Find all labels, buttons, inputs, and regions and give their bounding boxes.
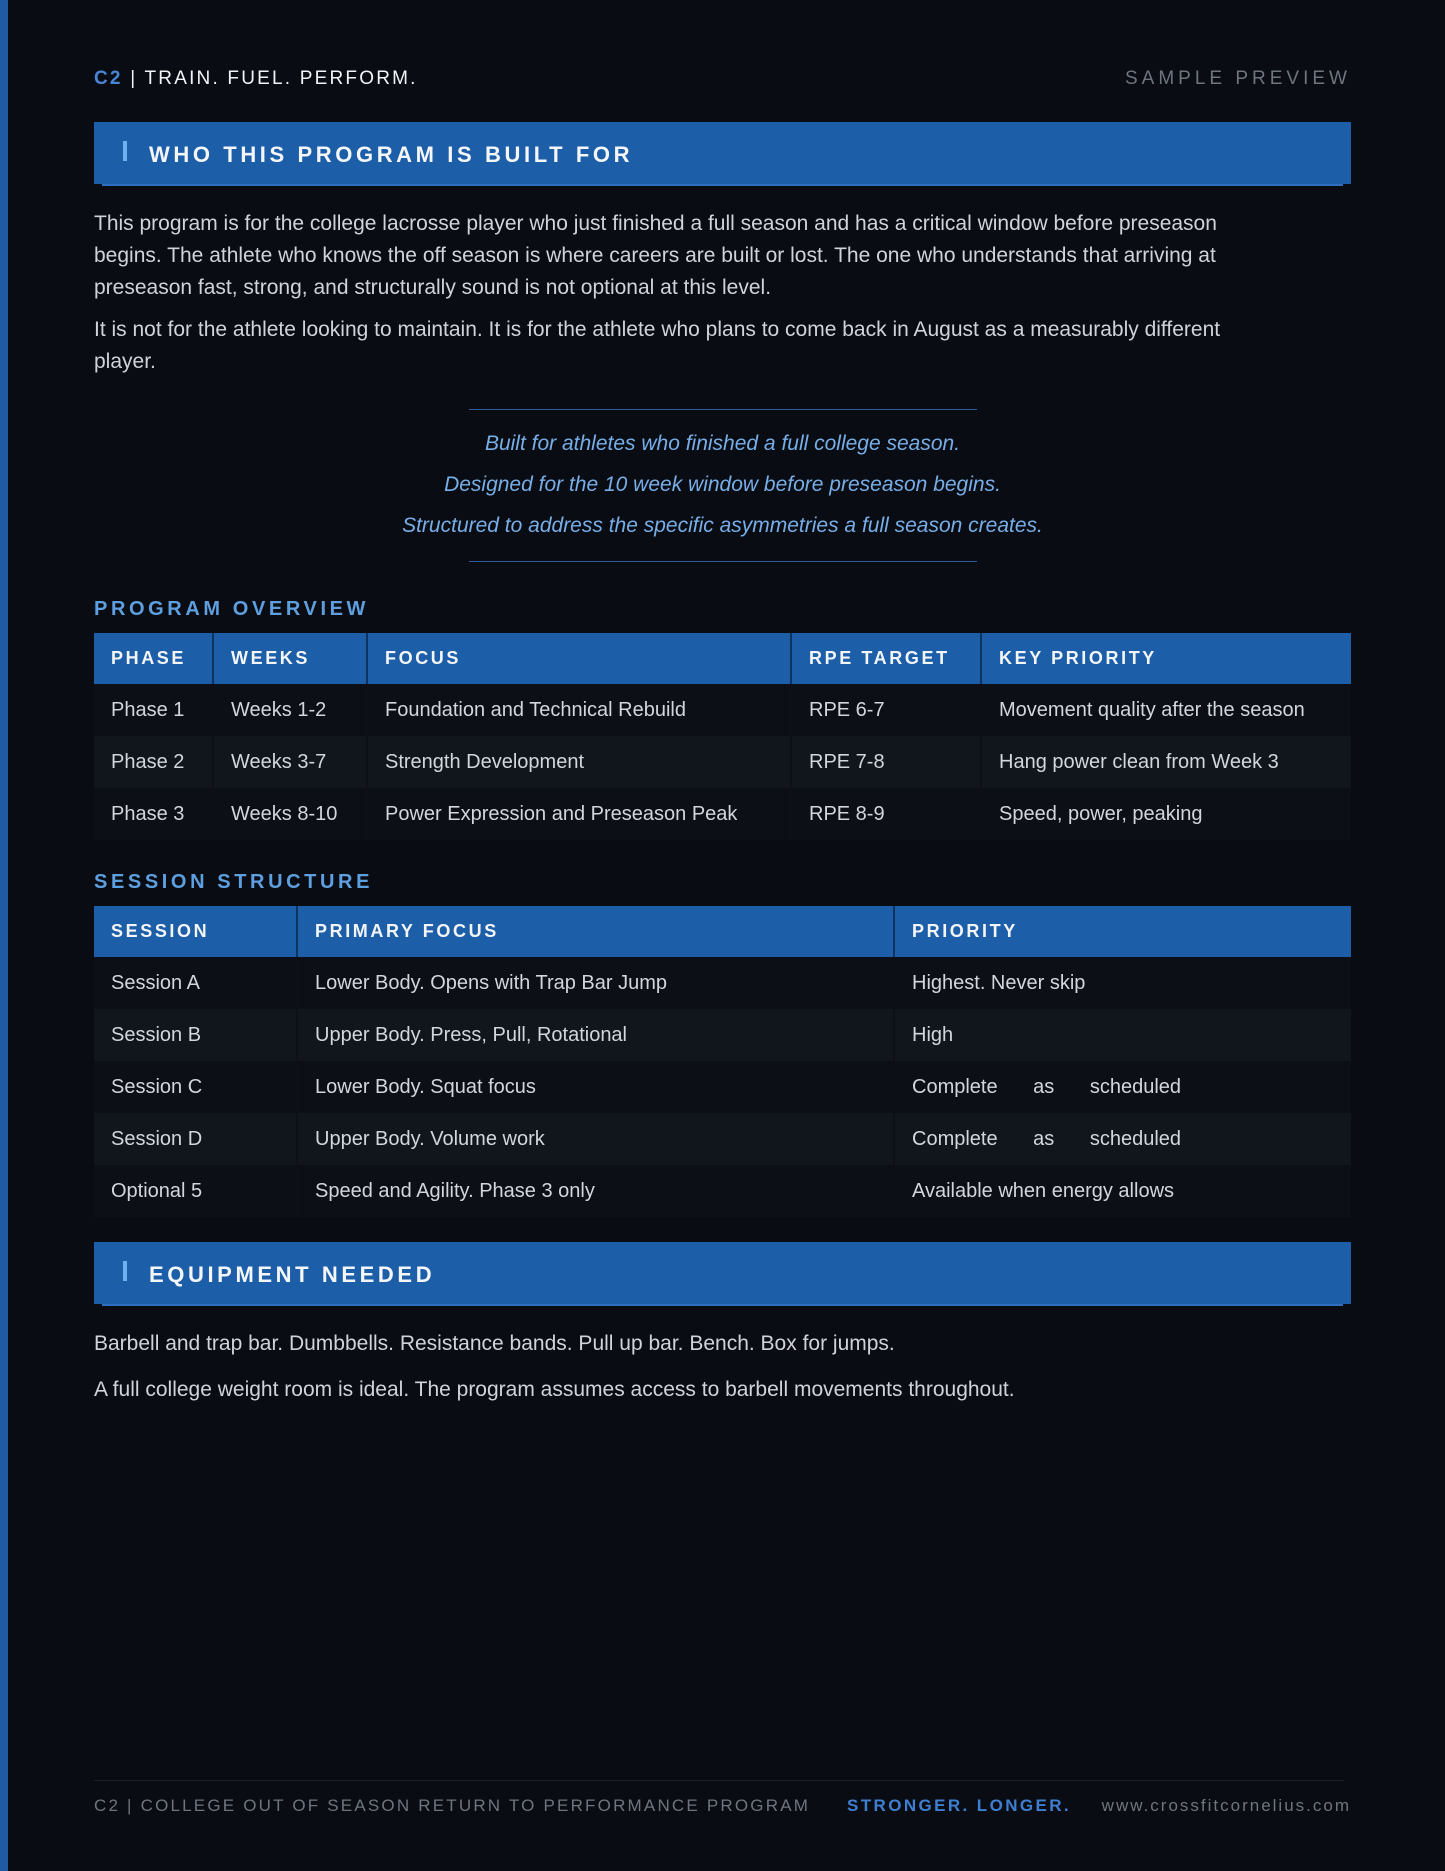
table-cell: RPE 6-7: [791, 684, 981, 736]
table-cell: Optional 5: [94, 1165, 297, 1217]
table-cell: Foundation and Technical Rebuild: [367, 684, 791, 736]
column-header-priority: PRIORITY: [894, 906, 1351, 957]
sample-preview-label: SAMPLE PREVIEW: [1125, 68, 1351, 89]
who-paragraph-2: It is not for the athlete looking to maintain. It is for the athlete who plans to come back in August as a measurably different player.: [94, 318, 1221, 373]
table-cell: Phase 3: [94, 788, 213, 840]
table-cell: Movement quality after the season: [981, 684, 1351, 736]
quote-line-3: Structured to address the specific asymmetries a full season creates.: [402, 514, 1043, 537]
table-cell: Session D: [94, 1113, 297, 1165]
equipment-section-heading: EQUIPMENT NEEDED: [149, 1262, 436, 1287]
table-row: [94, 1061, 1351, 1113]
brand-separator: |: [130, 68, 138, 89]
table-cell: High: [894, 1009, 1351, 1061]
footer-website-link[interactable]: www.crossfitcornelius.com: [1101, 1796, 1351, 1815]
table-row: [94, 1009, 1351, 1061]
column-header-primary-focus: PRIMARY FOCUS: [297, 906, 894, 957]
column-header-weeks: WEEKS: [213, 633, 367, 684]
session-structure-title: SESSION STRUCTURE: [94, 871, 374, 893]
equipment-section-banner: [94, 1242, 1351, 1304]
table-cell: Weeks 8-10: [213, 788, 367, 840]
table-cell: Upper Body. Volume work: [297, 1113, 894, 1165]
table-cell: Available when energy allows: [894, 1165, 1351, 1217]
table-cell: Speed, power, peaking: [981, 788, 1351, 840]
table-cell: Hang power clean from Week 3: [981, 736, 1351, 788]
column-header-rpe-target: RPE TARGET: [791, 633, 981, 684]
quote-divider-top: [469, 409, 977, 410]
page-header: [94, 68, 1351, 92]
footer-program-name: C2 | COLLEGE OUT OF SEASON RETURN TO PERFORMANCE PROGRAM: [94, 1796, 811, 1815]
table-row: [94, 1113, 1351, 1165]
table-cell: Strength Development: [367, 736, 791, 788]
left-accent-bar: [0, 0, 8, 1871]
who-paragraph-1: This program is for the college lacrosse player who just finished a full season and has a critical window before preseason begins. The athlete who knows the off season is where careers are built or lost. The one who understands that arriving at preseason fast, strong, and structurally sound is not optional at this level.: [94, 212, 1217, 299]
equipment-paragraph-1: Barbell and trap bar. Dumbbells. Resistance bands. Pull up bar. Bench. Box for jumps.: [94, 1332, 895, 1355]
table-cell: RPE 7-8: [791, 736, 981, 788]
table-row: [94, 684, 1351, 736]
table-header-row: [94, 633, 1351, 684]
brand-line: [94, 68, 418, 90]
equipment-paragraph-2: A full college weight room is ideal. The program assumes access to barbell movements throughout.: [94, 1378, 1015, 1401]
program-overview-title: PROGRAM OVERVIEW: [94, 598, 370, 620]
column-header-phase: PHASE: [94, 633, 213, 684]
page-footer: [94, 1796, 1351, 1820]
table-row: [94, 736, 1351, 788]
table-cell: Highest. Never skip: [894, 957, 1351, 1009]
table-cell: Upper Body. Press, Pull, Rotational: [297, 1009, 894, 1061]
quote-line-1: Built for athletes who finished a full college season.: [484, 432, 961, 455]
table-cell: Session B: [94, 1009, 297, 1061]
table-cell: Session A: [94, 957, 297, 1009]
footer-slogan: STRONGER. LONGER.: [847, 1796, 1072, 1815]
who-section-heading: WHO THIS PROGRAM IS BUILT FOR: [149, 142, 634, 167]
column-header-session: SESSION: [94, 906, 297, 957]
table-cell: Weeks 3-7: [213, 736, 367, 788]
table-cell: Power Expression and Preseason Peak: [367, 788, 791, 840]
brand-tagline: TRAIN. FUEL. PERFORM.: [144, 68, 418, 89]
table-cell: Session C: [94, 1061, 297, 1113]
table-cell: Weeks 1-2: [213, 684, 367, 736]
who-section-banner: [94, 122, 1351, 184]
table-cell: RPE 8-9: [791, 788, 981, 840]
banner-accent-bar: [123, 141, 127, 161]
banner-accent-bar: [123, 1261, 127, 1281]
program-overview-table: [94, 633, 1351, 840]
quote-divider-bottom: [469, 561, 977, 562]
table-cell: Lower Body. Squat focus: [297, 1061, 894, 1113]
table-row: [94, 1165, 1351, 1217]
column-header-focus: FOCUS: [367, 633, 791, 684]
session-structure-table: [94, 906, 1351, 1217]
table-cell: Lower Body. Opens with Trap Bar Jump: [297, 957, 894, 1009]
table-cell: Phase 1: [94, 684, 213, 736]
brand-mark: C2: [94, 68, 123, 89]
footer-divider: [94, 1780, 1344, 1781]
table-cell: Complete as scheduled: [894, 1113, 1351, 1165]
table-cell: Speed and Agility. Phase 3 only: [297, 1165, 894, 1217]
table-row: [94, 957, 1351, 1009]
table-cell: Complete as scheduled: [894, 1061, 1351, 1113]
table-row: [94, 788, 1351, 840]
table-cell: Phase 2: [94, 736, 213, 788]
column-header-key-priority: KEY PRIORITY: [981, 633, 1351, 684]
quote-line-2: Designed for the 10 week window before preseason begins.: [444, 473, 1001, 496]
table-header-row: [94, 906, 1351, 957]
